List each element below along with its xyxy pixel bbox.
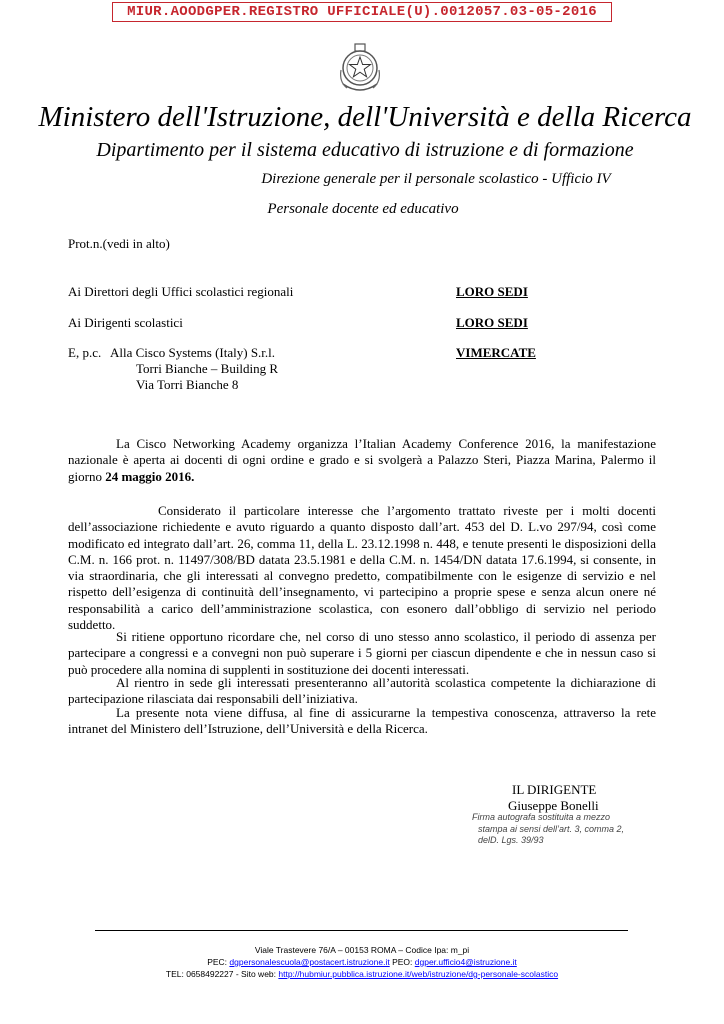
peo-link[interactable]: dgper.ufficio4@istruzione.it bbox=[414, 957, 517, 967]
signature-name: Giuseppe Bonelli bbox=[508, 798, 599, 813]
tel-label: TEL: 0658492227 - Sito web: bbox=[165, 969, 279, 979]
footer-contacts bbox=[0, 969, 724, 980]
body-paragraph: Si ritiene opportuno ricordare che, nel corso di uno stesso anno scolastico, il periodo di assenza per partecipare a congressi e a convegni non può superare i 5 giorni per ciascun dipendente e che in nessun caso si può procedere alla nomina di supplenti in sostituzione dei docenti interessati. bbox=[68, 629, 656, 677]
recipient-label: Ai Dirigenti scolastici bbox=[68, 315, 183, 330]
event-date: 24 maggio 2016. bbox=[105, 468, 195, 484]
signature-note-line: delD. Lgs. 39/93 bbox=[478, 835, 544, 845]
cc-line: Alla Cisco Systems (Italy) S.r.l. bbox=[110, 345, 276, 360]
cc-block bbox=[68, 345, 278, 393]
paragraph-text: La Cisco Networking Academy organizza l’Italian Academy Conference 2016, la manifestazione nazionale è aperta ai docenti di ogni ordine e grado e si svolgerà a Palazzo Steri, Piazza Marina, Palermo il giorno bbox=[68, 436, 656, 484]
signature-note bbox=[472, 812, 644, 847]
cc-destination: VIMERCATE bbox=[456, 345, 536, 360]
body-paragraph: Considerato il particolare interesse che l’argomento trattato riveste per i molti docenti dell’associazione richiedente e avuto riguardo a quanto disposto dall’art. 453 del D. L.vo 297/94, così come modificato ed integrato dall’art. 26, comma 11, della L. 23.12.1998 n. 448, e tenute presenti le disposizioni della C.M. n. 166 prot. n. 11497/308/BD datata 23.5.1981 e della C.M. n. 1454/DN datata 17.6.1994, si consente, in via straordinaria, che gli interessati al convegno predetto, compatibilmente con le esigenze di servizio e nel rispetto dell’esigenza di continuità dell’insegnamento, vi partecipino a proprie spese e senza alcun onere né responsabilità a carico dell’amministrazione scolastica, con esonero dall’obbligo di servizio nel periodo suddetto. bbox=[68, 503, 656, 633]
cc-line: Via Torri Bianche 8 bbox=[136, 377, 239, 392]
signature-role: IL DIRIGENTE bbox=[512, 782, 597, 797]
footer-divider bbox=[95, 930, 628, 931]
italian-republic-emblem-icon bbox=[335, 40, 385, 96]
website-link[interactable]: http://hubmiur.pubblica.istruzione.it/web/istruzione/dg-personale-scolastico bbox=[278, 969, 559, 979]
protocol-number: Prot.n.(vedi in alto) bbox=[68, 236, 170, 251]
direction-title: Direzione generale per il personale scolastico - Ufficio IV bbox=[261, 171, 611, 187]
cc-label: E, p.c. bbox=[68, 345, 102, 360]
office-title: Personale docente ed educativo bbox=[267, 201, 459, 217]
footer-address: Viale Trastevere 76/A – 00153 ROMA – Codice Ipa: m_pi bbox=[254, 945, 470, 955]
body-paragraph bbox=[68, 436, 656, 485]
protocol-stamp: MIUR.AOODGPER.REGISTRO UFFICIALE(U).0012057.03-05-2016 bbox=[112, 2, 612, 22]
cc-line: Torri Bianche – Building R bbox=[136, 361, 279, 376]
footer-emails bbox=[0, 957, 724, 968]
recipient-destination: LORO SEDI bbox=[456, 315, 528, 330]
body-paragraph: La presente nota viene diffusa, al fine di assicurarne la tempestiva conoscenza, attraverso la rete intranet del Ministero dell’Istruzione, dell’Università e della Ricerca. bbox=[68, 705, 656, 737]
recipient-destination: LORO SEDI bbox=[456, 284, 528, 299]
pec-link[interactable]: dgpersonalescuola@postacert.istruzione.it bbox=[229, 957, 390, 967]
signature-note-line: Firma autografa sostituita a mezzo bbox=[472, 812, 611, 822]
signature-note-line: stampa ai sensi dell’art. 3, comma 2, bbox=[478, 823, 625, 834]
body-paragraph: Al rientro in sede gli interessati presenteranno all’autorità scolastica competente la dichiarazione di partecipazione rilasciata dai responsabili dell’iniziativa. bbox=[68, 675, 656, 707]
recipient-label: Ai Direttori degli Uffici scolastici regionali bbox=[68, 284, 294, 299]
pec-label: PEC: bbox=[207, 957, 230, 967]
peo-label: PEO: bbox=[389, 957, 415, 967]
ministry-title: Ministero dell'Istruzione, dell'Università e della Ricerca bbox=[38, 101, 692, 133]
department-title: Dipartimento per il sistema educativo di istruzione e di formazione bbox=[96, 139, 634, 161]
